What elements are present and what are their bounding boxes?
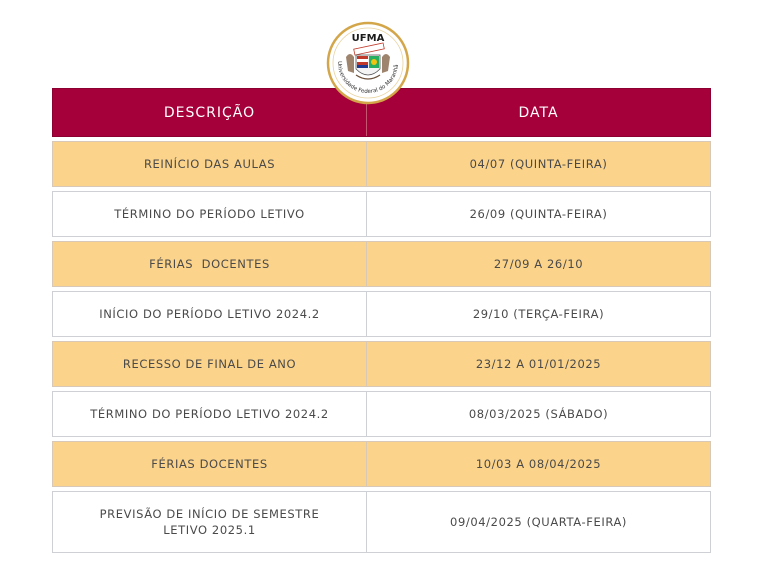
cell-data: 23/12 A 01/01/2025 bbox=[475, 357, 602, 371]
cell-data: 09/04/2025 (QUARTA-FEIRA) bbox=[450, 515, 627, 529]
cell-descricao: INÍCIO DO PERÍODO LETIVO 2024.2 bbox=[53, 292, 367, 336]
cell-descricao: REINÍCIO DAS AULAS bbox=[53, 142, 367, 186]
cell-descricao: TÉRMINO DO PERÍODO LETIVO bbox=[53, 192, 367, 236]
ufma-logo bbox=[326, 21, 410, 105]
column-header-descricao: DESCRIÇÃO bbox=[53, 89, 367, 136]
cell-descricao: RECESSO DE FINAL DE ANO bbox=[53, 342, 367, 386]
cell-descricao: PREVISÃO DE INÍCIO DE SEMESTRE LETIVO 2025.1 bbox=[53, 492, 367, 552]
table-row bbox=[52, 191, 711, 237]
table-row bbox=[52, 491, 711, 553]
cell-data: 26/09 (QUINTA-FEIRA) bbox=[469, 207, 608, 221]
table-row bbox=[52, 441, 711, 487]
cell-data: 08/03/2025 (SÁBADO) bbox=[468, 407, 609, 421]
cell-descricao: FÉRIAS DOCENTES bbox=[53, 242, 367, 286]
cell-data: 10/03 A 08/04/2025 bbox=[475, 457, 602, 471]
cell-data: 29/10 (TERÇA-FEIRA) bbox=[472, 307, 605, 321]
cell-descricao: TÉRMINO DO PERÍODO LETIVO 2024.2 bbox=[53, 392, 367, 436]
logo-university-name: Universidade Federal do Maranhã bbox=[335, 61, 400, 96]
table-row bbox=[52, 141, 711, 187]
cell-data: 27/09 A 26/10 bbox=[493, 257, 584, 271]
column-header-data: DATA bbox=[518, 104, 559, 121]
ufma-seal-icon bbox=[326, 21, 410, 105]
table-row bbox=[52, 291, 711, 337]
table-row bbox=[52, 341, 711, 387]
cell-data: 04/07 (QUINTA-FEIRA) bbox=[469, 157, 608, 171]
cell-descricao: FÉRIAS DOCENTES bbox=[53, 442, 367, 486]
academic-calendar-table bbox=[52, 88, 711, 557]
table-row bbox=[52, 391, 711, 437]
table-row bbox=[52, 241, 711, 287]
logo-acronym: UFMA bbox=[351, 33, 385, 44]
